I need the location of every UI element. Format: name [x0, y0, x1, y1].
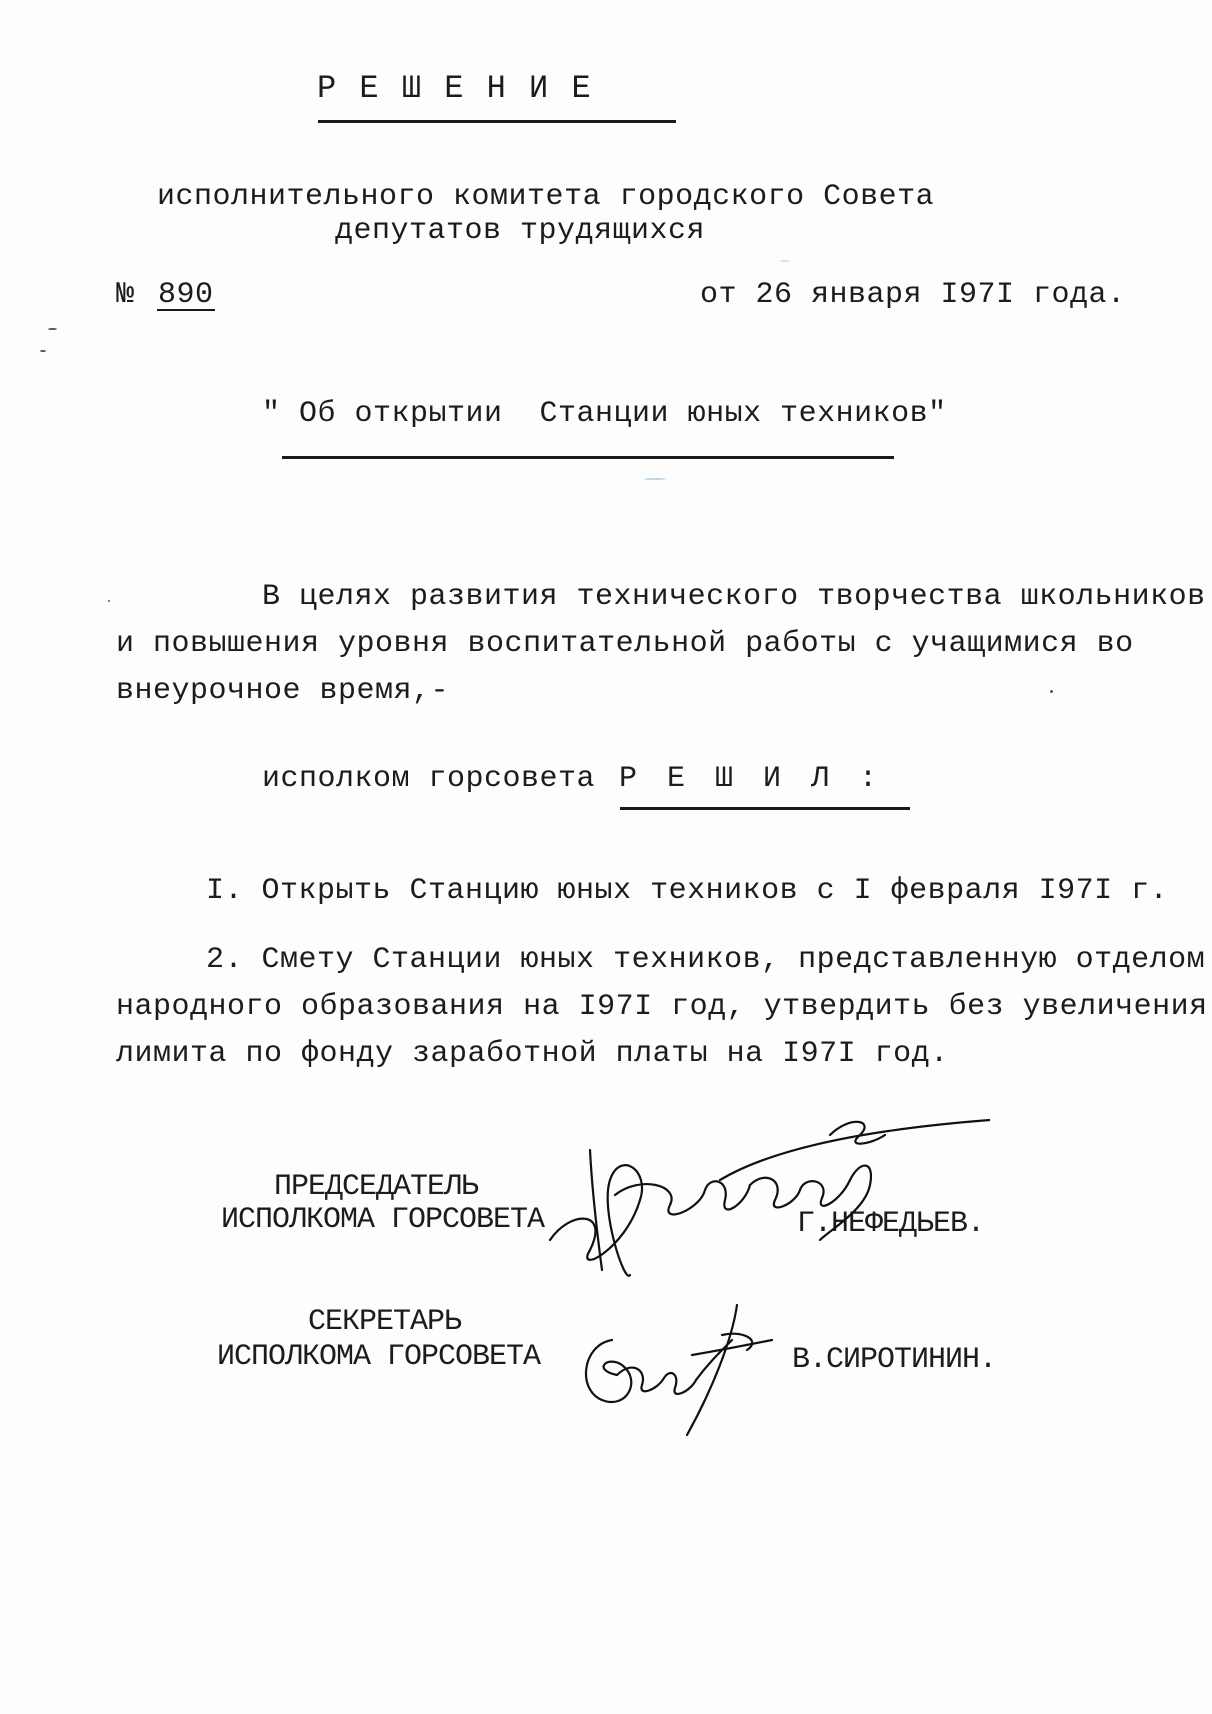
chairman-name: Г.НЕФЕДЬЕВ.	[797, 1207, 985, 1241]
secretary-name: В.СИРОТИНИН.	[792, 1343, 997, 1377]
item-2-line1: 2. Смету Станции юных техников, представленную отделом	[206, 943, 1206, 977]
item-2-line2: народного образования на I97I год, утвердить без увеличения	[116, 990, 1208, 1024]
scan-speck	[40, 350, 46, 352]
document-title: Р Е Ш Е Н И Е	[317, 70, 593, 107]
preamble-line2: и повышения уровня воспитательной работы с учащимися во	[116, 627, 1134, 661]
item-2-line3: лимита по фонду заработной платы на I97I год.	[116, 1037, 949, 1071]
item-1: I. Открыть Станцию юных техников с I февраля I97I г.	[206, 874, 1169, 908]
secretary-signature	[572, 1300, 802, 1440]
scan-speck	[48, 328, 57, 330]
number-underline	[157, 309, 215, 311]
chairman-title-line2: ИСПОЛКОМА ГОРСОВЕТА	[221, 1203, 545, 1237]
decision-lead: исполком горсовета	[262, 762, 596, 796]
scan-speck	[644, 478, 666, 480]
document-subject: " Об открытии Станции юных техников"	[262, 397, 947, 431]
issuing-body-line2: депутатов трудящихся	[335, 214, 706, 248]
decision-word: Р Е Ш И Л :	[619, 762, 884, 796]
preamble-line1: В целях развития технического творчества школьников	[262, 580, 1206, 614]
issuing-body-line1: исполнительного комитета городского Совета	[157, 180, 935, 214]
secretary-title-line2: ИСПОЛКОМА ГОРСОВЕТА	[217, 1340, 541, 1374]
title-underline	[318, 120, 676, 123]
preamble-line3: внеурочное время,-	[116, 674, 450, 708]
decision-underline	[620, 807, 910, 810]
number-sign: №	[116, 278, 135, 312]
secretary-title-line1: СЕКРЕТАРЬ	[308, 1305, 462, 1339]
scan-speck	[108, 600, 110, 602]
chairman-title-line1: ПРЕДСЕДАТЕЛЬ	[274, 1170, 479, 1204]
document-number: 890	[158, 278, 214, 312]
scan-speck	[780, 260, 790, 262]
document-date: от 26 января I97I года.	[700, 278, 1126, 312]
subject-underline	[282, 456, 894, 459]
chairman-signature	[530, 1090, 990, 1290]
scan-speck	[1050, 690, 1053, 693]
